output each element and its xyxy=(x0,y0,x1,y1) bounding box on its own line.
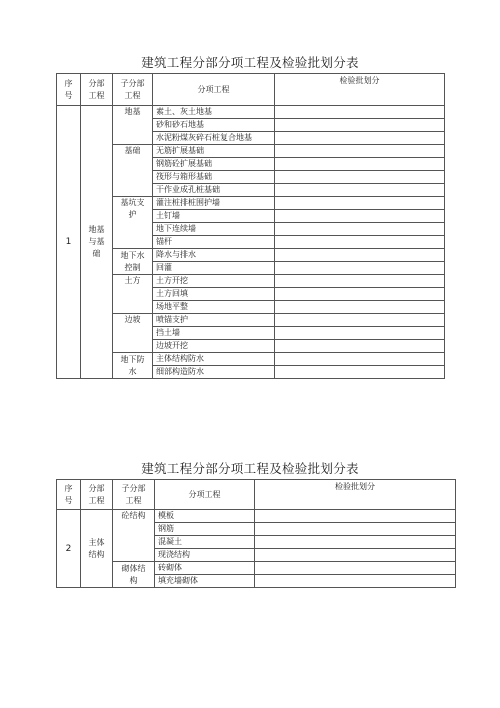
batch-cell xyxy=(275,210,445,223)
table-row xyxy=(57,353,445,366)
subdivision-label-line2: 控制 xyxy=(124,262,141,272)
table-row xyxy=(57,106,445,119)
subdivision-cell xyxy=(113,314,153,353)
subdivision-label-line1: 地下水 xyxy=(120,250,145,260)
batch-cell xyxy=(275,366,445,379)
subdivision-label: 土方 xyxy=(124,276,141,285)
subdivision-label-line2: 水 xyxy=(128,366,137,376)
division-cell xyxy=(81,510,113,588)
subdivision-cell xyxy=(113,249,153,275)
batch-cell xyxy=(275,301,445,314)
batch-cell xyxy=(275,223,445,236)
item-cell: 土钉墙 xyxy=(153,210,275,223)
item-cell: 边坡开挖 xyxy=(153,340,275,353)
item-cell: 现浇结构 xyxy=(155,549,255,562)
table1 xyxy=(56,73,445,379)
item-cell: 填充墙砌体 xyxy=(155,575,255,588)
batch-cell xyxy=(275,106,445,119)
header-subdivision xyxy=(113,480,155,510)
division-line2: 与基 xyxy=(88,237,105,246)
division-line3: 础 xyxy=(92,249,101,258)
header-division-line1: 分部 xyxy=(88,483,105,493)
header-seq-line2: 号 xyxy=(64,90,73,100)
table1-title: 建筑工程分部分项工程及检验批划分表 xyxy=(141,55,359,70)
header-item: 分项工程 xyxy=(155,480,255,510)
item-cell: 喷锚支护 xyxy=(153,314,275,327)
batch-cell xyxy=(275,353,445,366)
batch-cell xyxy=(275,197,445,210)
subdivision-label: 边坡 xyxy=(124,315,141,324)
header-division xyxy=(81,480,113,510)
header-division-line2: 工程 xyxy=(88,495,105,505)
header-subdivision-line1: 子分部 xyxy=(121,483,146,493)
item-cell: 无筋扩展基础 xyxy=(153,145,275,158)
item-cell: 地下连续墙 xyxy=(153,223,275,236)
table-row xyxy=(57,562,456,575)
item-cell: 土方回填 xyxy=(153,288,275,301)
item-cell: 水泥粉煤灰碎石桩复合地基 xyxy=(153,132,275,145)
division-line1: 主体 xyxy=(88,537,105,547)
batch-cell xyxy=(275,132,445,145)
item-cell: 细部构造防水 xyxy=(153,366,275,379)
item-cell: 砂和砂石地基 xyxy=(153,119,275,132)
header-subdivision xyxy=(113,74,153,106)
header-subdivision-line2: 工程 xyxy=(124,90,141,100)
item-cell: 模板 xyxy=(155,510,255,523)
seq-cell: 2 xyxy=(57,510,81,588)
subdivision-cell xyxy=(113,145,153,197)
header-item: 分项工程 xyxy=(153,74,275,106)
header-batch: 检验批划分 xyxy=(275,74,445,106)
division-cell xyxy=(81,106,113,379)
batch-cell xyxy=(275,119,445,132)
header-division xyxy=(81,74,113,106)
header-seq xyxy=(57,74,81,106)
batch-cell xyxy=(275,340,445,353)
batch-cell xyxy=(275,275,445,288)
subdivision-label: 砼结构 xyxy=(121,511,146,520)
batch-cell xyxy=(275,288,445,301)
item-cell: 场地平整 xyxy=(153,301,275,314)
batch-cell xyxy=(255,523,456,536)
batch-cell xyxy=(255,575,456,588)
item-cell: 灌注桩排桩围护墙 xyxy=(153,197,275,210)
batch-cell xyxy=(275,327,445,340)
batch-cell xyxy=(275,171,445,184)
item-cell: 锚杆 xyxy=(153,236,275,249)
header-division-line1: 分部 xyxy=(88,78,105,88)
batch-cell xyxy=(275,145,445,158)
subdivision-cell xyxy=(113,353,153,379)
subdivision-cell xyxy=(113,510,155,562)
item-cell: 挡土墙 xyxy=(153,327,275,340)
header-seq xyxy=(57,480,81,510)
division-line2: 结构 xyxy=(88,549,105,559)
item-cell: 干作业成孔桩基础 xyxy=(153,184,275,197)
header-subdivision-line1: 子分部 xyxy=(120,78,145,88)
table-row xyxy=(57,314,445,327)
batch-cell xyxy=(255,536,456,549)
header-batch: 检验批划分 xyxy=(255,480,456,510)
item-cell: 降水与排水 xyxy=(153,249,275,262)
item-cell: 回灌 xyxy=(153,262,275,275)
table2-header-row xyxy=(57,480,456,510)
batch-cell xyxy=(255,510,456,523)
subdivision-label-line2: 护 xyxy=(128,210,137,219)
subdivision-cell xyxy=(113,197,153,249)
batch-cell xyxy=(275,249,445,262)
item-cell: 砖砌体 xyxy=(155,562,255,575)
item-cell: 钢筋砼扩展基础 xyxy=(153,158,275,171)
header-division-line2: 工程 xyxy=(88,90,105,100)
batch-cell xyxy=(275,158,445,171)
subdivision-cell xyxy=(113,106,153,145)
batch-cell xyxy=(255,549,456,562)
batch-cell xyxy=(275,184,445,197)
subdivision-label: 基础 xyxy=(124,146,141,155)
batch-cell xyxy=(275,236,445,249)
table2 xyxy=(56,479,456,588)
table-row xyxy=(57,145,445,158)
header-seq-line1: 序 xyxy=(64,483,73,493)
item-cell: 钢筋 xyxy=(155,523,255,536)
division-line1: 地基 xyxy=(88,225,105,234)
item-cell: 主体结构防水 xyxy=(153,353,275,366)
subdivision-label-line1: 基坑支 xyxy=(120,198,145,207)
batch-cell xyxy=(255,562,456,575)
item-cell: 土方开挖 xyxy=(153,275,275,288)
item-cell: 素土、灰土地基 xyxy=(153,106,275,119)
subdivision-cell xyxy=(113,275,153,314)
subdivision-label-line1: 砌体结 xyxy=(121,563,146,573)
header-seq-line2: 号 xyxy=(64,495,73,505)
subdivision-cell xyxy=(113,562,155,588)
item-cell: 混凝土 xyxy=(155,536,255,549)
batch-cell xyxy=(275,262,445,275)
header-subdivision-line2: 工程 xyxy=(125,495,142,505)
subdivision-label-line2: 构 xyxy=(129,575,138,585)
seq-cell: 1 xyxy=(57,106,81,379)
item-cell: 筏形与箱形基础 xyxy=(153,171,275,184)
table1-header-row xyxy=(57,74,445,106)
table-row xyxy=(57,275,445,288)
table-row xyxy=(57,197,445,210)
table-row xyxy=(57,249,445,262)
header-seq-line1: 序 xyxy=(64,78,73,88)
subdivision-label-line1: 地下防 xyxy=(120,354,145,364)
batch-cell xyxy=(275,314,445,327)
table2-title: 建筑工程分部分项工程及检验批划分表 xyxy=(141,461,359,476)
table-row xyxy=(57,510,456,523)
subdivision-label: 地基 xyxy=(124,107,141,116)
